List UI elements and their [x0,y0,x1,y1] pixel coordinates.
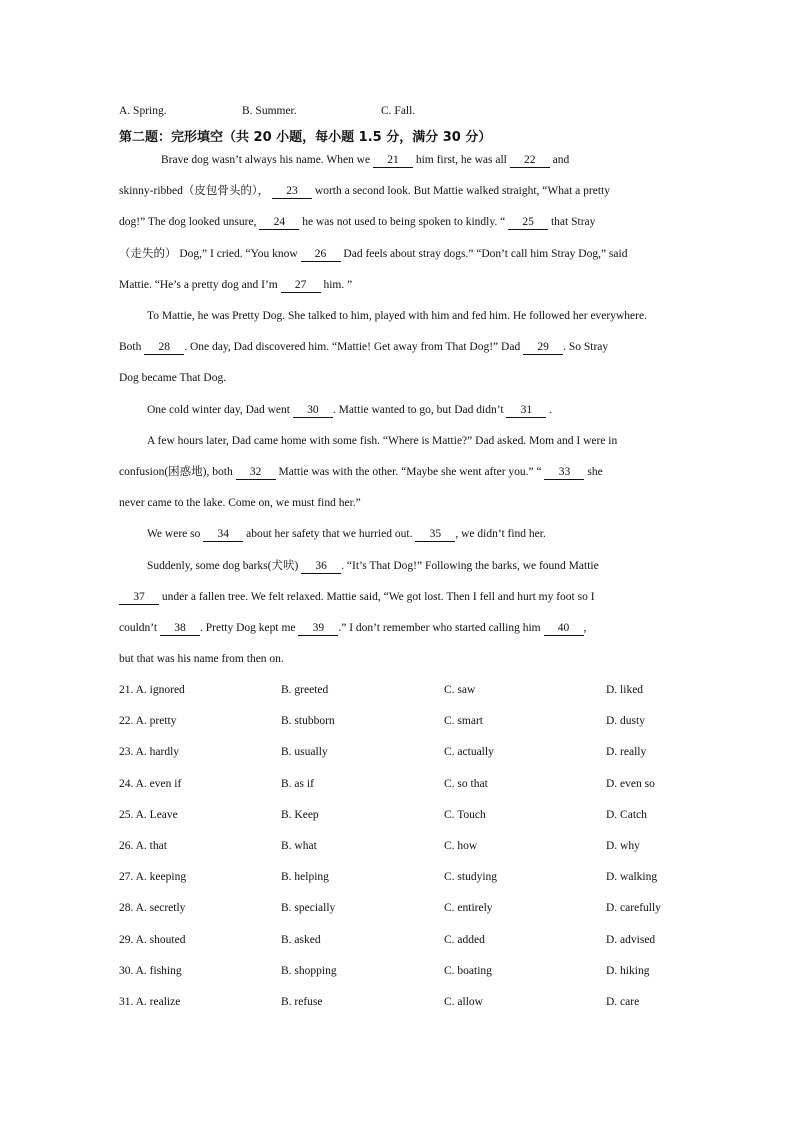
answer-option: D. really [606,746,647,759]
answer-option: C. boating [444,964,492,977]
question-row [119,933,679,947]
passage-text: Dad feels about stray dogs.” “Don’t call him Stray Dog,” said [340,248,628,260]
passage-text: Suddenly, some dog barks(犬吠) [147,560,302,572]
answer-option: D. walking [606,871,658,884]
answer-option: B. what [281,840,317,852]
passage-text: . One day, Dad discovered him. “Mattie! Get away from That Dog!” Dad [184,341,524,353]
blank-37: 37 [119,591,159,605]
passage-text: never came to the lake. Come on, we must find her.” [119,497,361,509]
passage-text: A few hours later, Dad came home with some fish. “Where is Mattie?” Dad asked. Mom and I were in [147,435,618,447]
passage-line [147,527,546,542]
passage-text: him. ” [320,279,353,291]
answer-option: 29. A. shouted [119,933,186,946]
passage-text: skinny-ribbed（皮包骨头的）， [119,185,273,197]
passage-text: Brave dog wasn’t always his name. When we [161,154,373,166]
passage-line [147,309,647,323]
blank-28: 28 [144,341,184,355]
answer-option: 25. A. Leave [119,808,178,821]
answer-option: D. hiking [606,964,650,977]
answer-option: B. shopping [281,964,337,977]
passage-line [161,153,569,168]
answer-option: 28. A. secretly [119,902,186,915]
blank-35: 35 [415,528,455,542]
answer-option: 23. A. hardly [119,746,180,759]
answer-option: C. how [444,840,478,852]
blank-30: 30 [293,404,333,418]
question-row [119,714,679,728]
passage-text: One cold winter day, Dad went [147,404,293,416]
passage-line [119,496,361,510]
passage-text: dog!” The dog looked unsure, [119,216,260,228]
passage-line [119,340,608,355]
passage-text: but that was his name from then on. [119,653,284,665]
passage-line [119,278,352,293]
passage-text: him first, he was all [412,154,510,166]
passage-text: To Mattie, he was Pretty Dog. She talked to him, played with him and fed him. He followed her everywhere. [147,310,647,322]
passage-text: . So Stray [563,341,609,353]
answer-option: C. added [444,933,485,946]
passage-text: Mattie was with the other. “Maybe she went after you.” “ [275,466,545,478]
passage-text: Mattie. “He’s a pretty dog and I’m [119,279,281,291]
previous-question-options [119,104,679,118]
answer-option: B. as if [281,777,314,790]
passage-text: couldn’t [119,622,160,634]
passage-line [119,465,603,480]
passage-text: Both [119,341,145,353]
passage-text: about her safety that we hurried out. [243,528,416,540]
answer-option: B. usually [281,746,328,759]
blank-25: 25 [508,216,548,230]
answer-option: 27. A. keeping [119,871,187,884]
question-row [119,839,679,853]
passage-text: Dog became That Dog. [119,372,227,384]
answer-option: D. care [606,996,640,1008]
option-b: B. Summer. [242,105,297,117]
question-row [119,964,679,978]
question-row [119,683,679,697]
passage-line [147,434,617,448]
blank-34: 34 [203,528,243,542]
passage-text: , we didn’t find her. [455,528,546,540]
question-row [119,870,679,884]
option-c: C. Fall. [381,105,416,117]
answer-option: D. advised [606,933,656,946]
answer-option: D. carefully [606,902,661,915]
blank-29: 29 [523,341,563,355]
answer-option: D. dusty [606,715,645,728]
blank-21: 21 [373,154,413,168]
blank-32: 32 [236,466,276,480]
blank-27: 27 [281,279,321,293]
passage-text: and [549,154,570,166]
answer-option: D. even so [606,777,655,790]
answer-option: D. why [606,840,640,852]
answer-option: B. stubborn [281,715,335,728]
answer-option: B. refuse [281,996,323,1008]
question-row [119,808,679,822]
answer-option: 21. A. ignored [119,684,185,696]
passage-line [147,403,552,418]
answer-option: C. studying [444,871,498,884]
passage-line [119,184,610,199]
blank-22: 22 [510,154,550,168]
answer-option: B. specially [281,902,336,915]
passage-line [119,371,226,385]
blank-23: 23 [272,185,312,199]
passage-text: . Mattie wanted to go, but Dad didn’t [332,404,507,416]
passage-text: （走失的） Dog,” I cried. “You know [119,248,301,260]
passage-line [119,621,586,636]
passage-line [119,215,595,230]
answer-option: D. liked [606,684,644,696]
blank-31: 31 [506,404,546,418]
answer-option: B. greeted [281,684,329,696]
answer-option: C. saw [444,684,476,696]
section-title: 第二题：完形填空（共 20 小题，每小题 1.5 分，满分 30 分） [119,130,492,145]
answer-option: 24. A. even if [119,777,182,790]
passage-text: .” I don’t remember who started calling him [338,622,544,634]
answer-option: C. so that [444,777,488,790]
answer-option: C. entirely [444,902,493,915]
passage-text: he was not used to being spoken to kindly. “ [299,216,509,228]
passage-text: confusion(困惑地), both [119,466,236,478]
blank-26: 26 [301,248,341,262]
answer-option: C. actually [444,746,494,759]
blank-39: 39 [298,622,338,636]
answer-option: B. Keep [281,808,319,821]
passage-text: that Stray [548,216,596,228]
passage-text: . Pretty Dog kept me [200,622,299,634]
passage-text: . [546,404,553,416]
passage-line [119,590,595,605]
answer-option: C. allow [444,996,483,1008]
question-row [119,995,679,1009]
answer-option: 22. A. pretty [119,715,177,728]
option-a: A. Spring. [119,105,167,117]
passage-text: under a fallen tree. We felt relaxed. Mattie said, “We got lost. Then I fell and hurt my foot so I [159,591,595,603]
passage-line [147,559,599,574]
answer-option: 31. A. realize [119,996,181,1008]
answer-option: 26. A. that [119,840,167,852]
answer-option: 30. A. fishing [119,964,182,977]
answer-option: B. helping [281,871,329,884]
answer-option: B. asked [281,933,321,946]
passage-text: . “It’s That Dog!” Following the barks, we found Mattie [341,560,599,572]
passage-text: worth a second look. But Mattie walked straight, “What a pretty [312,185,610,197]
answer-option: C. smart [444,715,483,728]
blank-36: 36 [301,560,341,574]
blank-24: 24 [259,216,299,230]
passage-text: she [584,466,603,478]
blank-38: 38 [160,622,200,636]
passage-line [119,247,627,262]
question-row [119,901,679,915]
blank-40: 40 [544,622,584,636]
passage-line [119,652,284,666]
question-row [119,745,679,759]
blank-33: 33 [544,466,584,480]
answer-option: D. Catch [606,808,647,821]
passage-text: , [583,622,587,634]
passage-text: We were so [147,528,204,540]
question-row [119,777,679,791]
answer-option: C. Touch [444,808,486,821]
